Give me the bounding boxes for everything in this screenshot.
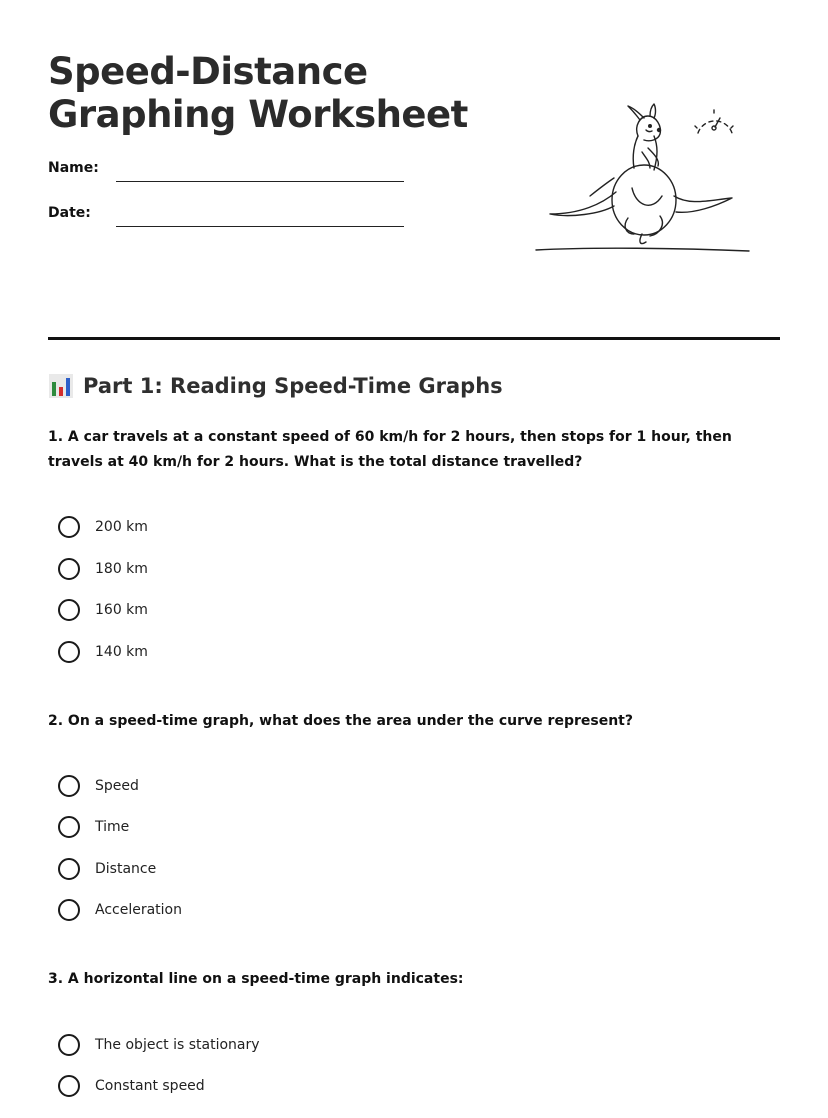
radio-button[interactable] (58, 858, 80, 880)
kangaroo-speedometer-illustration (530, 96, 760, 261)
q2-option-3[interactable] (58, 857, 156, 881)
option-label: Distance (95, 861, 157, 877)
radio-button[interactable] (58, 1075, 80, 1097)
date-field-line[interactable] (116, 226, 404, 227)
radio-button[interactable] (58, 1034, 80, 1056)
radio-button[interactable] (58, 816, 80, 838)
worksheet-title (48, 50, 468, 136)
q2-option-1[interactable] (58, 774, 139, 798)
part1-heading (48, 373, 503, 399)
option-label: Acceleration (95, 902, 182, 918)
q1-option-3[interactable] (58, 598, 148, 622)
q3-option-2[interactable] (58, 1074, 205, 1098)
question-1-text: 1. A car travels at a constant speed of 60 km/h for 2 hours, then stops for 1 hour, then travels at 40 km/h for 2 hours. What is the total distance travelled? (48, 429, 732, 470)
q1-option-1[interactable] (58, 515, 148, 539)
question-3-text: 3. A horizontal line on a speed-time graph indicates: (48, 971, 464, 987)
option-label: 180 km (95, 561, 148, 577)
title-line-2: Graphing Worksheet (48, 93, 468, 136)
name-label: Name: (48, 160, 99, 176)
radio-button[interactable] (58, 599, 80, 621)
radio-button[interactable] (58, 516, 80, 538)
radio-button[interactable] (58, 558, 80, 580)
option-label: Speed (95, 778, 139, 794)
option-label: The object is stationary (95, 1037, 260, 1053)
name-field-line[interactable] (116, 181, 404, 182)
bar-chart-icon (48, 373, 74, 399)
radio-button[interactable] (58, 775, 80, 797)
option-label: 140 km (95, 644, 148, 660)
option-label: Constant speed (95, 1078, 205, 1094)
option-label: 200 km (95, 519, 148, 535)
q3-option-1[interactable] (58, 1033, 260, 1057)
option-label: Time (95, 819, 130, 835)
part1-heading-text: Part 1: Reading Speed-Time Graphs (83, 374, 503, 398)
title-line-1: Speed-Distance (48, 50, 368, 93)
section-divider (48, 337, 780, 340)
q2-option-4[interactable] (58, 898, 182, 922)
q1-option-4[interactable] (58, 640, 148, 664)
option-label: 160 km (95, 602, 148, 618)
radio-button[interactable] (58, 641, 80, 663)
q2-option-2[interactable] (58, 815, 129, 839)
date-label: Date: (48, 205, 91, 221)
question-2-text: 2. On a speed-time graph, what does the area under the curve represent? (48, 713, 633, 729)
radio-button[interactable] (58, 899, 80, 921)
q1-option-2[interactable] (58, 557, 148, 581)
